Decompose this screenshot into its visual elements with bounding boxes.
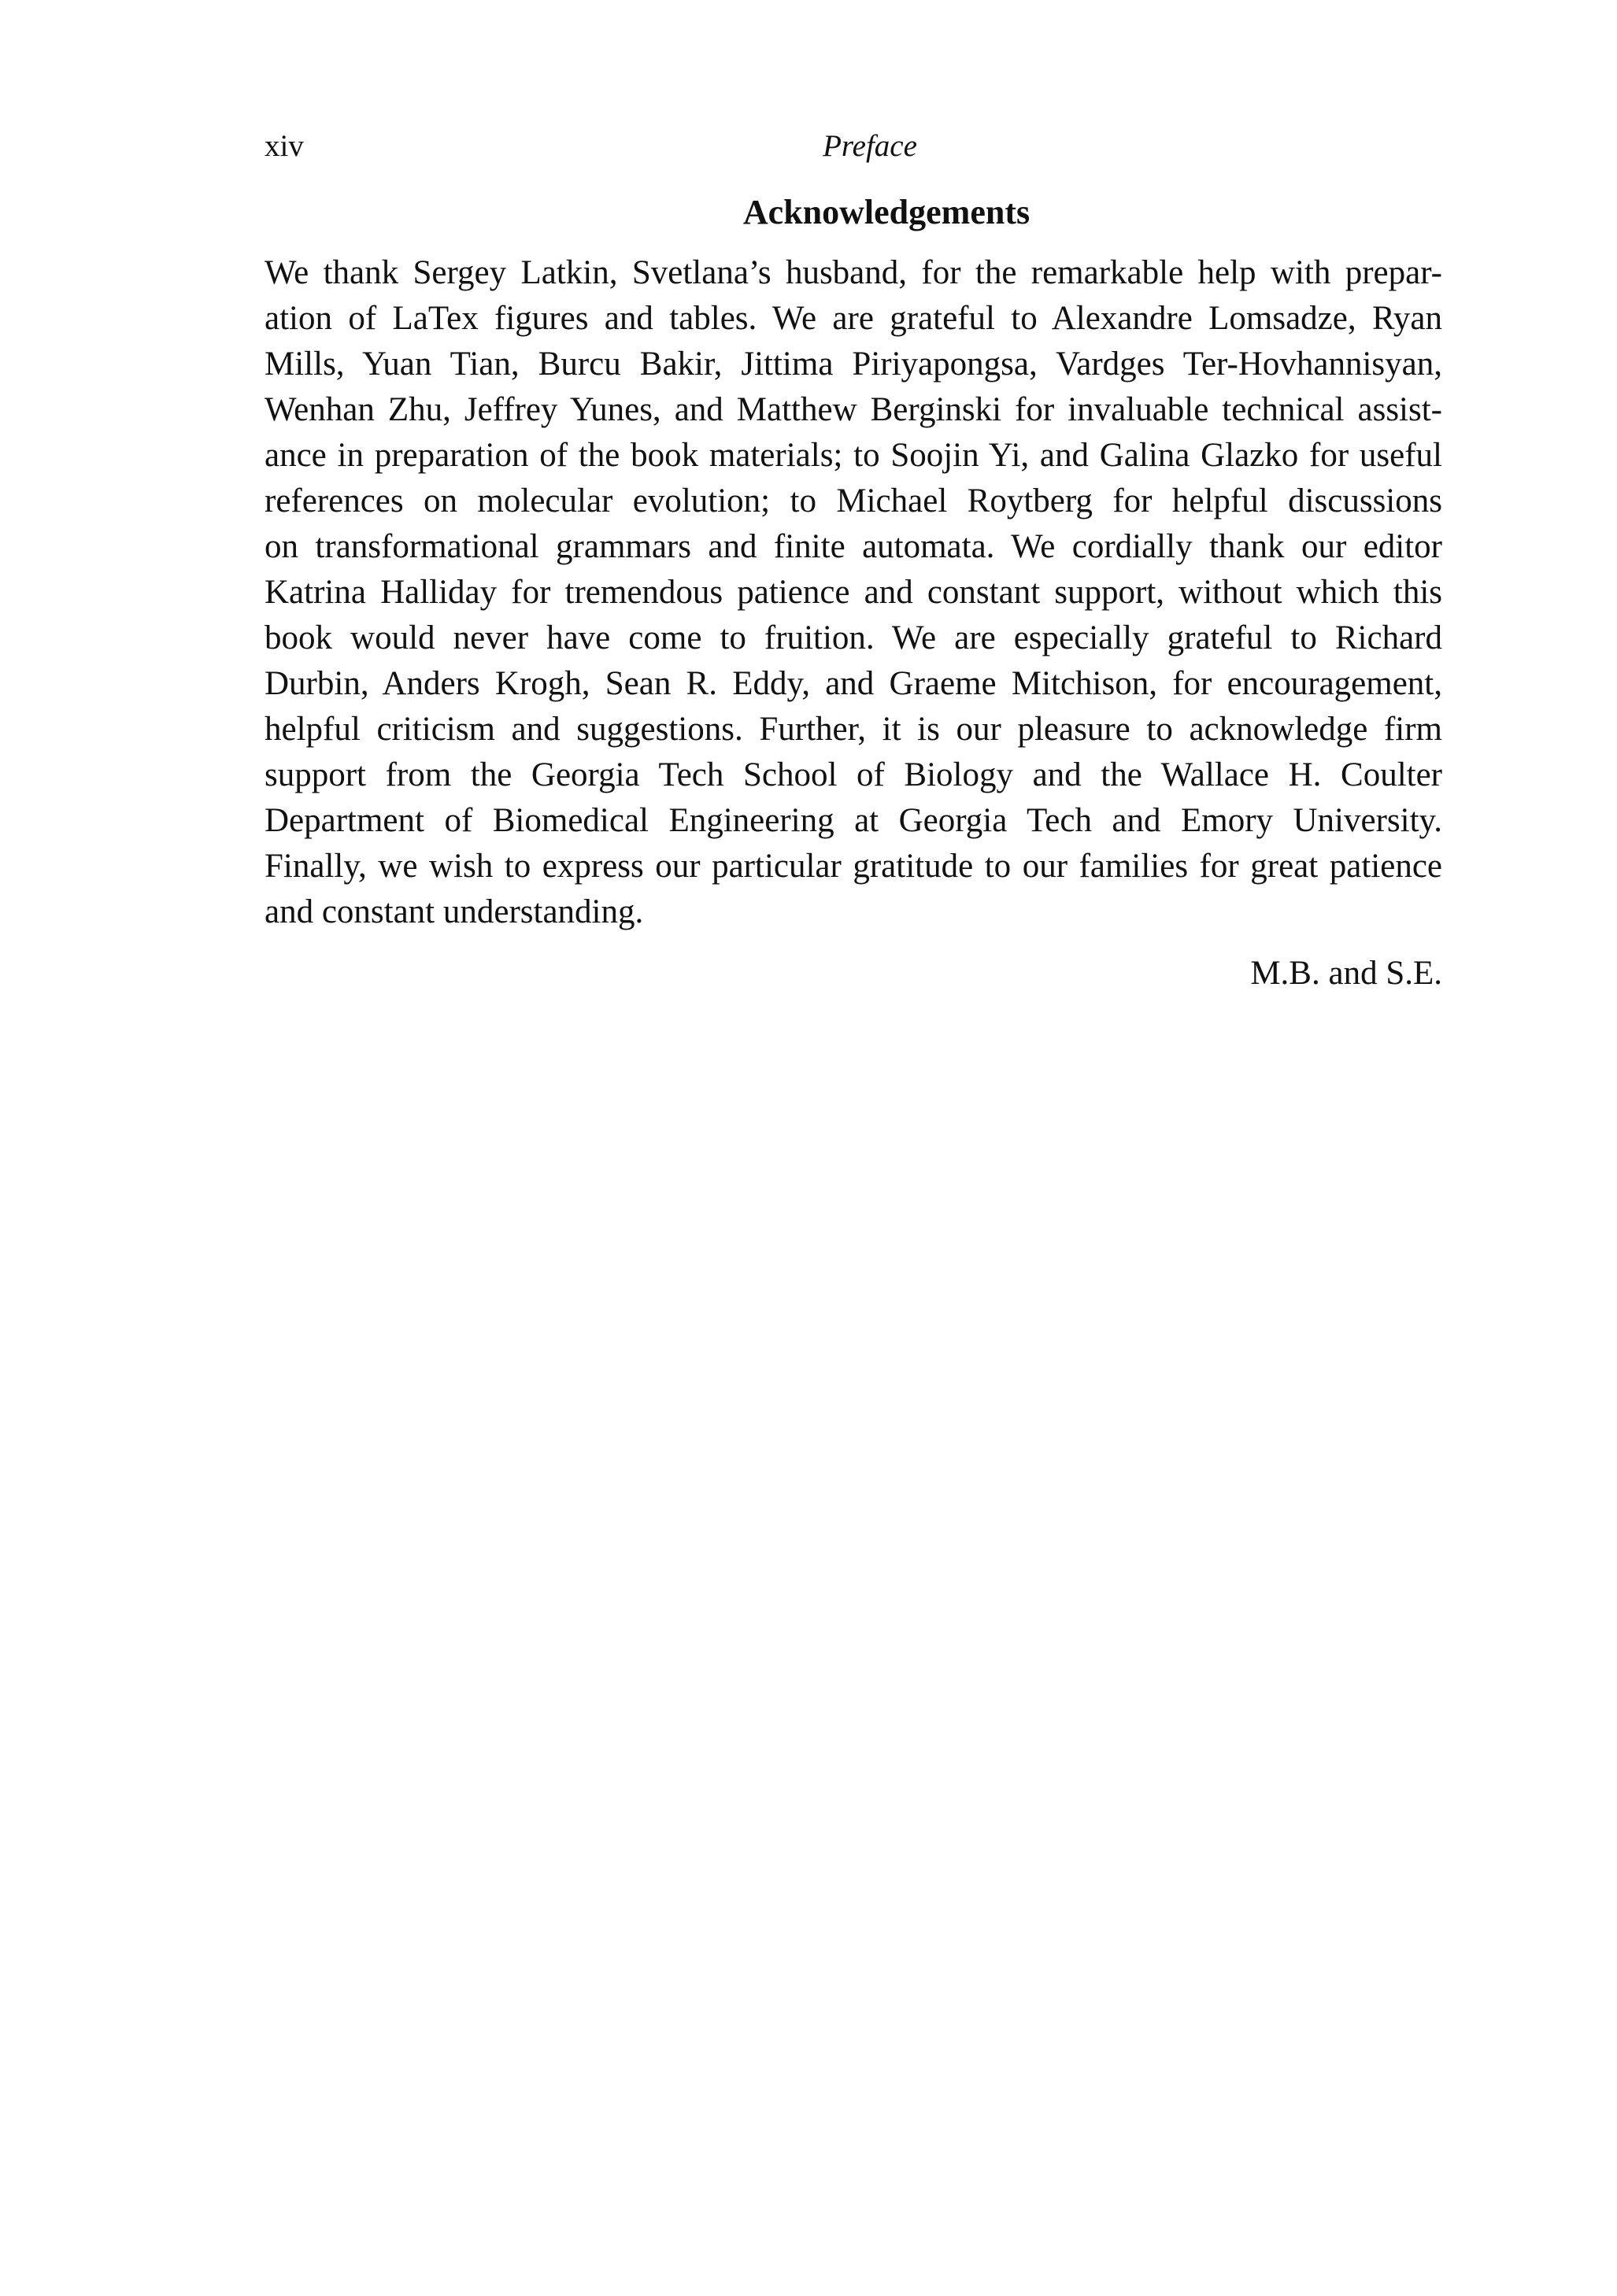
paragraph-line: Katrina Halliday for tremendous patience and constant support, without which this (265, 574, 1442, 611)
paragraph-line: helpful criticism and suggestions. Further, it is our pleasure to acknowledge firm (265, 711, 1442, 748)
paragraph-line: Finally, we wish to express our particular gratitude to our families for great patience (265, 848, 1442, 885)
running-title: Preface (823, 129, 917, 163)
acknowledgements-paragraph (265, 250, 1442, 935)
signature: M.B. and S.E. (1250, 955, 1442, 992)
running-head (265, 124, 1442, 168)
paragraph-line: ance in preparation of the book materials; to Soojin Yi, and Galina Glazko for useful (265, 437, 1442, 474)
section-heading: Acknowledgements (742, 193, 1031, 231)
paragraph-line: Durbin, Anders Krogh, Sean R. Eddy, and Graeme Mitchison, for encouragement, (265, 665, 1442, 702)
paragraph-line: on transformational grammars and finite automata. We cordially thank our editor (265, 528, 1442, 565)
paragraph-line: support from the Georgia Tech School of Biology and the Wallace H. Coulter (265, 756, 1442, 793)
paragraph-line: Wenhan Zhu, Jeffrey Yunes, and Matthew Berginski for invaluable technical assist- (265, 391, 1442, 428)
paragraph-line: We thank Sergey Latkin, Svetlana’s husband, for the remarkable help with prepar- (265, 254, 1442, 291)
paragraph-line: Department of Biomedical Engineering at Georgia Tech and Emory University. (265, 802, 1442, 839)
paragraph-line: references on molecular evolution; to Michael Roytberg for helpful discussions (265, 482, 1442, 519)
paragraph-line: ation of LaTex figures and tables. We are grateful to Alexandre Lomsadze, Ryan (265, 300, 1442, 337)
page-number: xiv (265, 129, 304, 163)
paragraph-line: Mills, Yuan Tian, Burcu Bakir, Jittima Piriyapongsa, Vardges Ter-Hovhannisyan, (265, 346, 1442, 383)
paragraph-line: book would never have come to fruition. We are especially grateful to Richard (265, 619, 1442, 656)
paragraph-line: and constant understanding. (265, 893, 644, 930)
